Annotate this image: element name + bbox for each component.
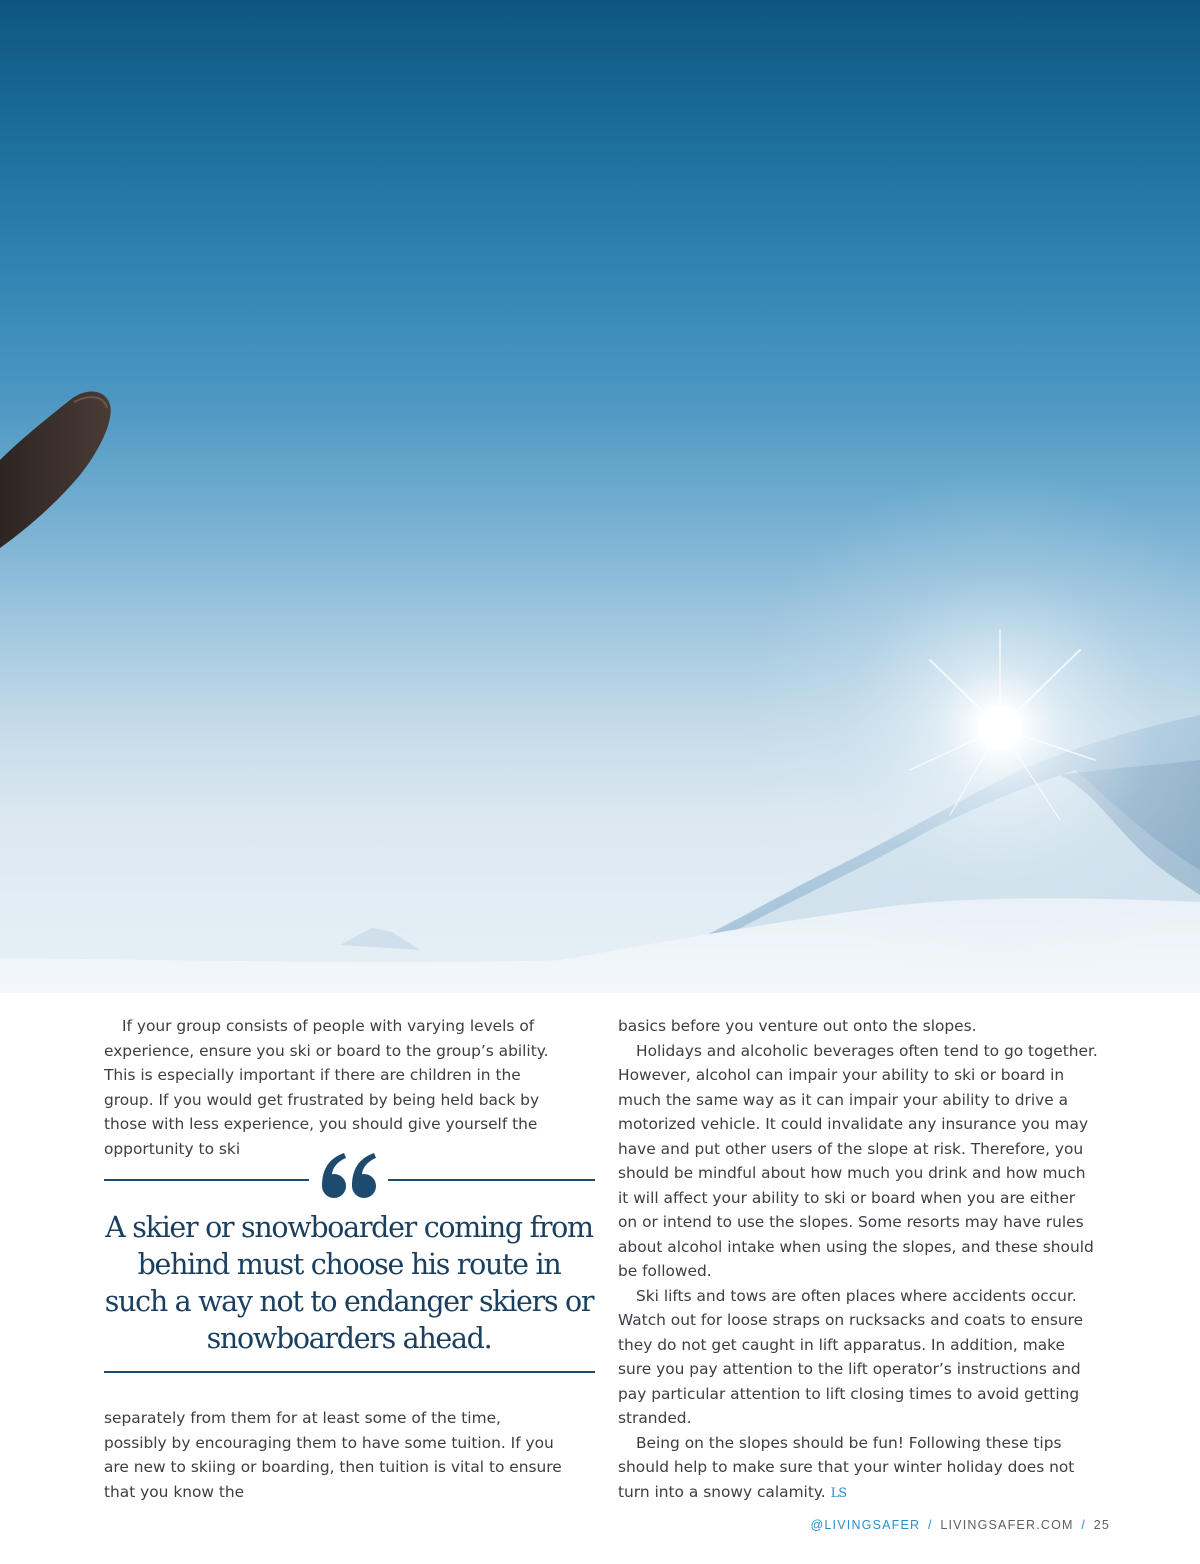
article-left-column-bottom: [104, 1406, 564, 1504]
page-number: 25: [1093, 1518, 1110, 1532]
end-mark-icon: LS: [830, 1485, 847, 1501]
article-paragraph: separately from them for at least some of the time, possibly by encouraging them to have some tuition. If you are new to skiing or boarding, then tuition is vital to ensure that you know the: [104, 1409, 562, 1501]
article-left-column-top: [104, 1014, 564, 1161]
article-paragraph: Holidays and alcoholic beverages often tend to go together. However, alcohol can impair your ability to ski or board in much the same way as it can impair your ability to drive a motorized vehicle. It could invalidate any insurance you may have and put other users of the slope at risk. Therefore, you should be mindful about how much you drink and how much it will affect your ability to ski or board when you are either on or intend to use the slopes. Some resorts may have rules about alcohol intake when using the slopes, and these should be followed.: [618, 1041, 1098, 1280]
footer-separator: /: [1081, 1518, 1086, 1532]
article-paragraph: If your group consists of people with varying levels of experience, ensure you ski or board to the group’s ability. This is especially important if there are children in the group. If you would get frustrated by being held back by those with less experience, you should give yourself the opportunity to ski: [104, 1017, 549, 1158]
page-footer: [811, 1518, 1110, 1532]
quote-mark-icon: [314, 1150, 384, 1200]
quote-rule-bottom: [104, 1371, 595, 1373]
article-paragraph: basics before you venture out onto the slopes.: [618, 1017, 977, 1035]
quote-rule-right: [388, 1179, 595, 1181]
footer-website: LIVINGSAFER.COM: [940, 1518, 1074, 1532]
ski-tip: [0, 392, 111, 548]
quote-rule-left: [104, 1179, 309, 1181]
pull-quote-text: A skier or snowboarder coming from behind must choose his route in such a way not to endanger skiers or snowboarders ahead.: [104, 1211, 594, 1355]
article-paragraph: Ski lifts and tows are often places where accidents occur. Watch out for loose straps on rucksacks and coats to ensure they do not get caught in lift apparatus. In addition, make sure you pay attention to the lift operator’s instructions and pay particular attention to lift closing times to avoid getting stranded.: [618, 1286, 1084, 1427]
footer-social-handle: @LIVINGSAFER: [810, 1518, 921, 1532]
article-paragraph-final: [618, 1431, 1098, 1507]
footer-separator: /: [927, 1518, 933, 1532]
article-paragraph-text: Being on the slopes should be fun! Following these tips should help to make sure that your winter holiday does not turn into a snowy calamity.: [618, 1433, 1075, 1501]
article-right-column: [618, 1014, 1098, 1506]
